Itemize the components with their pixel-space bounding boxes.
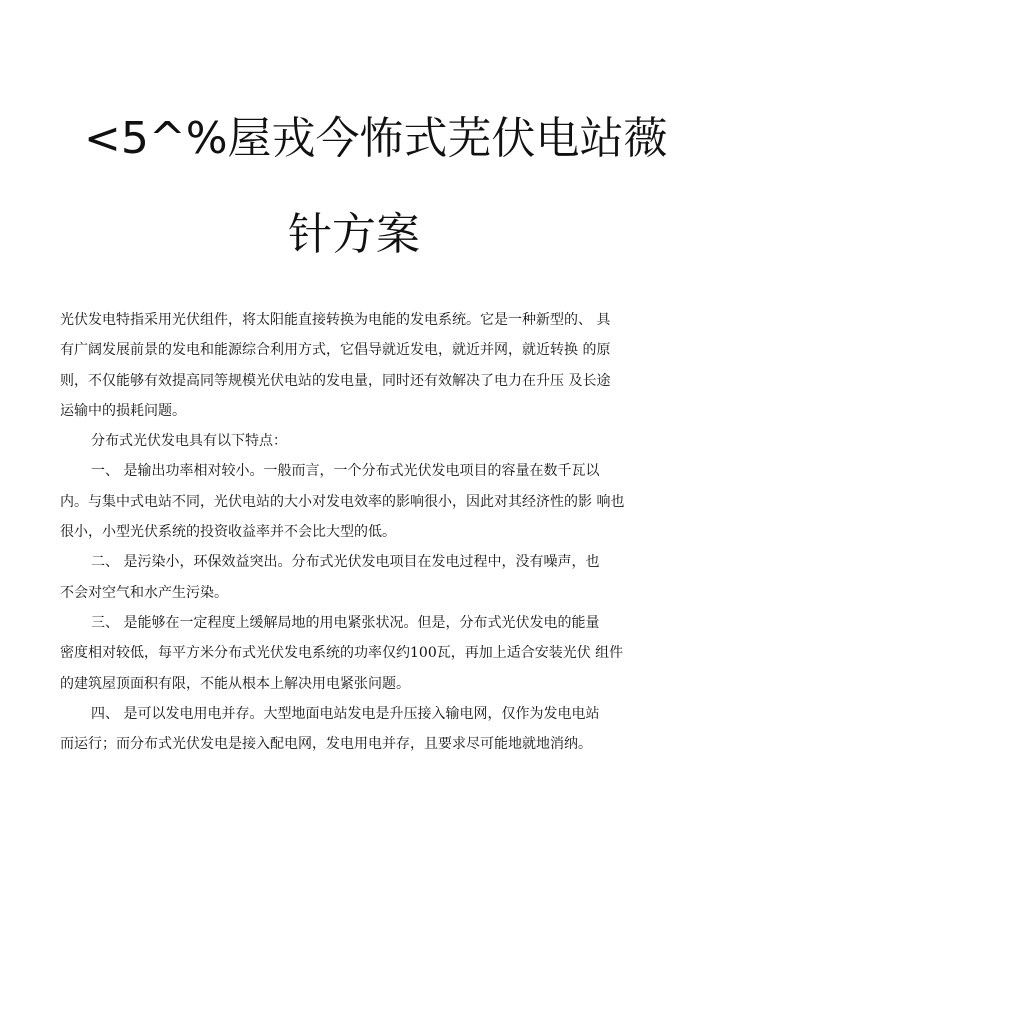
title-line-2: 针方案 <box>288 209 420 260</box>
body-line: 三、 是能够在一定程度上缓解局地的用电紧张状况。但是，分布式光伏发电的能量 <box>91 614 600 631</box>
body-line: 二、 是污染小，环保效益突出。分布式光伏发电项目在发电过程中，没有噪声，也 <box>91 554 600 571</box>
body-line: 有广阔发展前景的发电和能源综合利用方式，它倡导就近发电，就近并网，就近转换 的原 <box>60 342 611 359</box>
body-line: 的建筑屋顶面积有限，不能从根本上解决用电紧张问题。 <box>60 675 410 692</box>
title-line-1: <5^%屋戎今怖式芜伏电站薇 <box>84 113 668 164</box>
body-line: 很小，小型光伏系统的投资收益率并不会比大型的低。 <box>60 524 396 541</box>
body-line: 光伏发电特指采用光伏组件，将太阳能直接转换为电能的发电系统。它是一种新型的、 具 <box>60 312 611 328</box>
body-line: 不会对空气和水产生污染。 <box>60 584 228 601</box>
body-line: 内。与集中式电站不同，光伏电站的大小对发电效率的影响很小，因此对其经济性的影 响也 <box>60 493 625 510</box>
body-line: 分布式光伏发电具有以下特点： <box>91 433 287 450</box>
body-line: 一、 是输出功率相对较小。一般而言，一个分布式光伏发电项目的容量在数千瓦以 <box>91 463 600 480</box>
body-line: 则，不仅能够有效提高同等规模光伏电站的发电量，同时还有效解决了电力在升压 及长途 <box>60 372 611 389</box>
body-line: 四、 是可以发电用电并存。大型地面电站发电是升压接入输电网，仅作为发电电站 <box>91 705 600 722</box>
body-line: 而运行；而分布式光伏发电是接入配电网，发电用电并存，且要求尽可能地就地消纳。 <box>60 736 592 753</box>
body-text <box>60 305 660 759</box>
body-line: 密度相对较低，每平方米分布式光伏发电系统的功率仅约100瓦，再加上适合安装光伏 组件 <box>60 645 624 662</box>
body-line: 运输中的损耗问题。 <box>60 402 186 419</box>
